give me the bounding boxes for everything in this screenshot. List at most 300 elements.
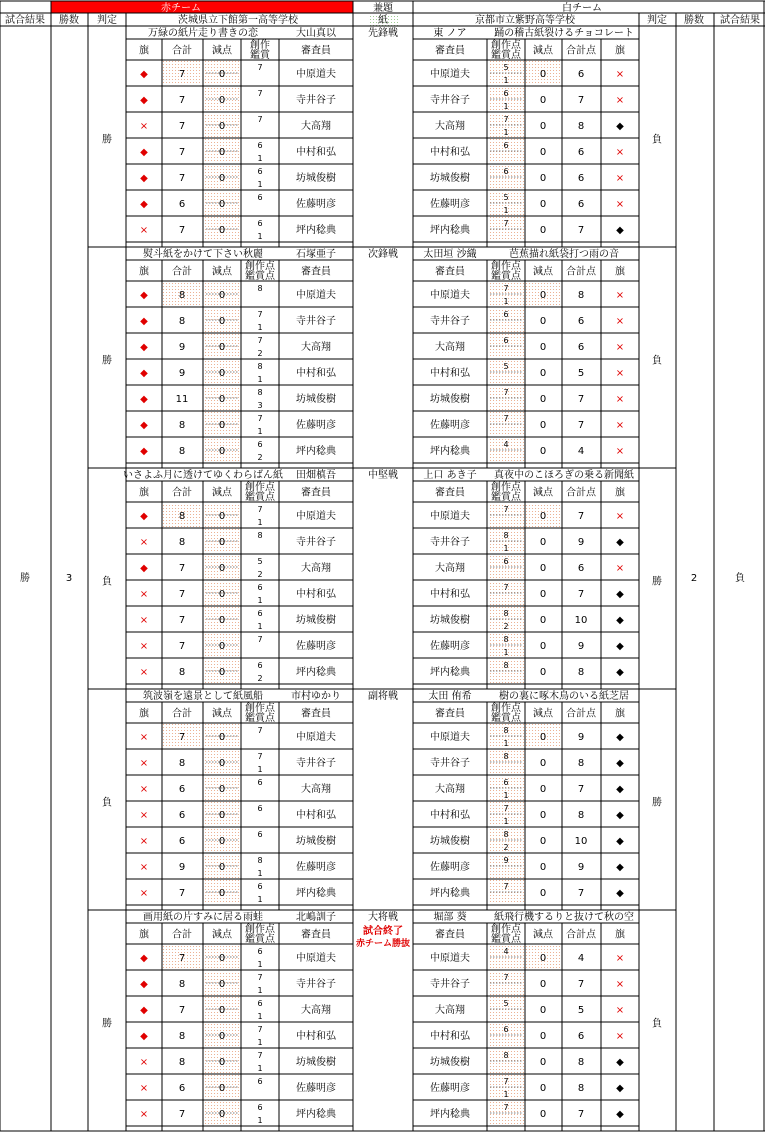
judge-name-red: 坊城俊樹	[296, 836, 336, 847]
match-end-label: 試合終了	[363, 926, 403, 937]
col-flag-red: 旗	[139, 929, 149, 941]
red-total: 7	[178, 615, 186, 626]
red-wins-count: 3	[65, 573, 73, 584]
white-player-name: 東 ノア	[433, 28, 467, 39]
white-sousaku-score: 8	[503, 726, 509, 735]
red-team-label: 赤チーム	[161, 3, 201, 14]
white-deduct: 0	[539, 394, 547, 405]
red-flag-mark: ×	[139, 862, 149, 873]
red-haiku: 画用紙の片すみに居る雨蛙	[143, 912, 263, 923]
white-deduct: 0	[539, 615, 547, 626]
white-flag-mark: ◆	[616, 1083, 624, 1094]
red-bout-decision: 勝	[102, 134, 112, 146]
red-flag-mark: ◆	[140, 446, 148, 457]
white-deduct: 0	[539, 446, 547, 457]
judge-name-red: 大高翔	[301, 563, 331, 574]
col-judge-name-white: 審査員	[435, 708, 465, 720]
red-total: 7	[178, 641, 186, 652]
red-deduct: 0	[218, 225, 226, 236]
red-kansho-score: 2	[257, 674, 263, 683]
red-flag-mark: ◆	[140, 147, 148, 158]
white-flag-mark: ×	[615, 953, 625, 964]
red-sousaku-score: 6	[257, 999, 263, 1008]
col-deduct-red: 減点	[212, 708, 232, 720]
white-flag-mark: ◆	[616, 862, 624, 873]
white-flag-mark: ×	[615, 446, 625, 457]
white-sousaku-score: 6	[503, 336, 509, 345]
red-flag-mark: ◆	[140, 95, 148, 106]
white-flag-mark: ×	[615, 1031, 625, 1042]
white-deduct: 0	[539, 641, 547, 652]
col-total-red: 合計	[172, 487, 192, 499]
col-kansho-white: 鑑賞点	[491, 50, 521, 61]
white-total: 7	[577, 511, 585, 522]
red-flag-mark: ◆	[140, 316, 148, 327]
judge-row	[140, 997, 624, 1021]
col-judge-name-white: 審査員	[435, 45, 465, 57]
col-result-red: 試合結果	[5, 15, 45, 26]
col-kansho-red: 鑑賞点	[245, 934, 275, 945]
white-sousaku-score: 6	[503, 89, 509, 98]
white-player-name: 太田 侑希	[428, 691, 472, 702]
white-bout-decision: 負	[652, 1018, 662, 1030]
red-deduct: 0	[218, 1057, 226, 1068]
judge-row	[140, 1101, 624, 1125]
white-total: 8	[577, 667, 585, 678]
bout-5	[102, 910, 663, 1125]
judge-name-red: 大高翔	[301, 784, 331, 795]
red-team-header	[51, 1, 353, 13]
white-flag-mark: ◆	[616, 758, 624, 769]
judge-row	[140, 360, 624, 384]
white-total: 6	[577, 1031, 585, 1042]
judge-name-white: 中原道夫	[430, 511, 470, 522]
judge-row	[140, 633, 624, 657]
white-sousaku-score: 7	[503, 115, 509, 124]
col-score-total-white: 合計点	[566, 266, 596, 278]
col-score-total-white: 合計点	[566, 929, 596, 941]
red-total: 7	[178, 732, 186, 743]
red-deduct: 0	[218, 420, 226, 431]
red-total: 8	[178, 667, 186, 678]
red-total: 7	[178, 173, 186, 184]
red-bout-decision: 負	[102, 797, 112, 809]
col-flag-white: 旗	[615, 266, 625, 278]
white-deduct: 0	[539, 836, 547, 847]
col-deduct-white: 減点	[533, 708, 553, 720]
red-flag-mark: ×	[139, 1083, 149, 1094]
red-flag-mark: ×	[139, 784, 149, 795]
red-kansho-score: 1	[257, 232, 263, 241]
white-total: 7	[577, 420, 585, 431]
col-sousaku-white: 創作点	[491, 924, 521, 935]
white-flag-mark: ×	[615, 420, 625, 431]
red-sousaku-score: 6	[257, 609, 263, 618]
judge-name-red: 中原道夫	[296, 953, 336, 964]
judge-name-red: 中原道夫	[296, 290, 336, 301]
red-haiku: いさよふ月に透けてゆくわらばん紙	[123, 470, 283, 481]
white-kansho-score: 2	[503, 622, 509, 631]
judge-name-white: 佐藤明彦	[430, 862, 470, 873]
red-kansho-score: 1	[257, 960, 263, 969]
white-flag-mark: ◆	[616, 1057, 624, 1068]
judge-name-red: 坊城俊樹	[296, 173, 336, 184]
judge-name-red: 佐藤明彦	[296, 641, 336, 652]
judge-name-white: 寺井谷子	[430, 758, 470, 769]
col-sousaku-white: 創作点	[491, 261, 521, 272]
red-kansho-score: 1	[257, 622, 263, 631]
white-sousaku-score: 5	[503, 362, 509, 371]
red-haiku: 筑波嶺を遠景として紙風船	[143, 691, 263, 702]
white-total: 7	[577, 394, 585, 405]
white-kansho-score: 1	[503, 648, 509, 657]
white-total: 7	[577, 1109, 585, 1120]
judge-name-red: 寺井谷子	[296, 316, 336, 327]
judge-name-white: 坊城俊樹	[430, 615, 470, 626]
white-flag-mark: ◆	[616, 121, 624, 132]
red-sousaku-score: 6	[257, 219, 263, 228]
red-deduct: 0	[218, 732, 226, 743]
white-sousaku-score: 6	[503, 778, 509, 787]
red-deduct: 0	[218, 1031, 226, 1042]
judge-row	[140, 607, 624, 631]
white-total: 6	[577, 173, 585, 184]
judge-row	[140, 724, 624, 748]
white-deduct: 0	[539, 758, 547, 769]
col-sousaku-red: 創作点	[245, 261, 275, 272]
bout-position: 次鋒戦	[368, 249, 398, 260]
white-flag-mark: ×	[615, 199, 625, 210]
judge-name-red: 中村和弘	[296, 589, 336, 600]
white-deduct: 0	[539, 1031, 547, 1042]
red-deduct: 0	[218, 1083, 226, 1094]
judge-row	[140, 659, 624, 683]
judge-row	[140, 217, 624, 241]
white-total: 6	[577, 147, 585, 158]
red-flag-mark: ×	[139, 615, 149, 626]
red-flag-mark: ×	[139, 1057, 149, 1068]
red-deduct: 0	[218, 446, 226, 457]
red-sousaku-score: 5	[257, 557, 263, 566]
white-flag-mark: ◆	[616, 888, 624, 899]
red-flag-mark: ◆	[140, 394, 148, 405]
white-bout-decision: 負	[652, 134, 662, 146]
red-total: 8	[178, 537, 186, 548]
white-haiku: 真夜中のこほろぎの乗る新聞紙	[494, 470, 634, 481]
col-kansho-white: 鑑賞点	[491, 713, 521, 724]
judge-name-white: 中村和弘	[430, 147, 470, 158]
red-deduct: 0	[218, 641, 226, 652]
red-sousaku-score: 7	[257, 1051, 263, 1060]
red-flag-mark: ◆	[140, 979, 148, 990]
judge-row	[140, 880, 624, 904]
white-kansho-score: 1	[503, 128, 509, 137]
white-total: 9	[577, 862, 585, 873]
white-deduct: 0	[539, 563, 547, 574]
col-sousaku-red: 創作点	[245, 924, 275, 935]
red-deduct: 0	[218, 342, 226, 353]
judge-row	[140, 308, 624, 332]
red-total: 8	[178, 446, 186, 457]
judge-name-white: 大高翔	[435, 563, 465, 574]
col-judge-name-white: 審査員	[435, 487, 465, 499]
white-deduct: 0	[539, 888, 547, 899]
red-deduct: 0	[218, 667, 226, 678]
judge-name-red: 大高翔	[301, 121, 331, 132]
judge-name-white: 中原道夫	[430, 732, 470, 743]
white-total: 8	[577, 121, 585, 132]
white-deduct: 0	[539, 420, 547, 431]
white-total: 4	[577, 953, 585, 964]
red-deduct: 0	[218, 758, 226, 769]
white-total: 6	[577, 69, 585, 80]
white-total: 9	[577, 537, 585, 548]
white-kansho-score: 1	[503, 206, 509, 215]
red-deduct: 0	[218, 563, 226, 574]
bout-position: 大将戦	[368, 912, 398, 923]
red-kansho-score: 1	[257, 375, 263, 384]
col-kansho-red: 鑑賞点	[245, 492, 275, 503]
col-deduct-red: 減点	[212, 929, 232, 941]
red-deduct: 0	[218, 1005, 226, 1016]
col-deduct-white: 減点	[533, 487, 553, 499]
white-kansho-score: 1	[503, 544, 509, 553]
col-total-red: 合計	[172, 929, 192, 941]
judge-name-white: 大高翔	[435, 121, 465, 132]
white-total: 7	[577, 784, 585, 795]
white-total: 6	[577, 563, 585, 574]
white-deduct: 0	[539, 667, 547, 678]
red-flag-mark: ×	[139, 537, 149, 548]
red-flag-mark: ×	[139, 641, 149, 652]
red-total: 6	[178, 810, 186, 821]
white-sousaku-score: 4	[503, 947, 509, 956]
white-total: 8	[577, 810, 585, 821]
bouts-area	[102, 26, 663, 1125]
white-team-label: 白チーム	[562, 3, 602, 14]
white-sousaku-score: 6	[503, 557, 509, 566]
col-kansho-white: 鑑賞点	[491, 271, 521, 282]
col-flag-white: 旗	[615, 487, 625, 499]
white-deduct: 0	[539, 225, 547, 236]
white-flag-mark: ◆	[616, 667, 624, 678]
white-total: 7	[577, 979, 585, 990]
white-flag-mark: ×	[615, 290, 625, 301]
white-sousaku-score: 6	[503, 141, 509, 150]
red-flag-mark: ◆	[140, 511, 148, 522]
red-flag-mark: ×	[139, 810, 149, 821]
red-kansho-score: 3	[257, 401, 263, 410]
red-kansho-score: 1	[257, 596, 263, 605]
judge-row	[140, 503, 624, 527]
judge-name-red: 佐藤明彦	[296, 199, 336, 210]
col-kansho-red: 鑑賞点	[245, 271, 275, 282]
judge-row	[140, 581, 624, 605]
white-total: 10	[574, 615, 588, 626]
theme-value: 紙	[378, 15, 388, 26]
white-sousaku-score: 6	[503, 310, 509, 319]
red-sousaku-score: 7	[257, 414, 263, 423]
white-bout-decision: 負	[652, 355, 662, 367]
white-flag-mark: ×	[615, 979, 625, 990]
red-kansho-score: 1	[257, 869, 263, 878]
red-kansho-score: 1	[257, 895, 263, 904]
col-flag-red: 旗	[139, 45, 149, 57]
judge-row	[140, 87, 624, 111]
judge-name-red: 坊城俊樹	[296, 394, 336, 405]
red-total: 9	[178, 862, 186, 873]
white-kansho-score: 1	[503, 102, 509, 111]
white-deduct: 0	[539, 316, 547, 327]
red-flag-mark: ◆	[140, 199, 148, 210]
red-flag-mark: ×	[139, 667, 149, 678]
red-deduct: 0	[218, 394, 226, 405]
white-deduct: 0	[539, 810, 547, 821]
white-flag-mark: ×	[615, 95, 625, 106]
white-kansho-score: 2	[503, 843, 509, 852]
white-deduct: 0	[539, 1057, 547, 1068]
red-total: 7	[178, 1005, 186, 1016]
red-deduct: 0	[218, 589, 226, 600]
white-deduct: 0	[539, 368, 547, 379]
col-sousaku-white: 創作点	[491, 40, 521, 51]
col-result-white: 試合結果	[720, 15, 760, 26]
red-flag-mark: ×	[139, 836, 149, 847]
red-flag-mark: ×	[139, 732, 149, 743]
judge-name-white: 大高翔	[435, 342, 465, 353]
col-judge-name-white: 審査員	[435, 929, 465, 941]
judge-name-red: 坪内稔典	[296, 446, 336, 457]
white-sousaku-score: 8	[503, 531, 509, 540]
white-flag-mark: ◆	[616, 641, 624, 652]
red-total: 7	[178, 563, 186, 574]
white-total: 6	[577, 316, 585, 327]
judge-name-red: 佐藤明彦	[296, 420, 336, 431]
white-sousaku-score: 5	[503, 63, 509, 72]
judge-row	[140, 555, 624, 579]
bout-2	[102, 247, 663, 462]
white-sousaku-score: 7	[503, 414, 509, 423]
white-total: 8	[577, 1083, 585, 1094]
red-flag-mark: ×	[139, 121, 149, 132]
col-flag-red: 旗	[139, 487, 149, 499]
white-deduct: 0	[539, 1005, 547, 1016]
white-player-name: 太田垣 沙織	[423, 249, 477, 260]
white-deduct: 0	[539, 121, 547, 132]
judge-name-red: 坪内稔典	[296, 667, 336, 678]
judge-row	[140, 529, 624, 553]
white-deduct: 0	[539, 511, 547, 522]
judge-name-red: 中村和弘	[296, 810, 336, 821]
col-deduct-red: 減点	[212, 45, 232, 57]
red-total: 8	[178, 1057, 186, 1068]
judge-name-white: 坪内稔典	[430, 225, 470, 236]
white-kansho-score: 1	[503, 791, 509, 800]
white-sousaku-score: 7	[503, 219, 509, 228]
judge-name-white: 坪内稔典	[430, 667, 470, 678]
white-deduct: 0	[539, 784, 547, 795]
red-sousaku-score: 6	[257, 882, 263, 891]
col-total-red: 合計	[172, 708, 192, 720]
red-sousaku-score: 8	[257, 362, 263, 371]
judge-row	[140, 282, 624, 306]
red-total: 8	[178, 420, 186, 431]
red-deduct: 0	[218, 888, 226, 899]
white-deduct: 0	[539, 589, 547, 600]
white-flag-mark: ×	[615, 316, 625, 327]
red-total: 6	[178, 784, 186, 795]
judge-name-red: 寺井谷子	[296, 537, 336, 548]
white-haiku: 踊の稽古紙裂けるチョコレート	[494, 28, 634, 39]
white-haiku: 樹の裏に啄木鳥のいる紙芝居	[499, 691, 629, 702]
judge-name-white: 佐藤明彦	[430, 199, 470, 210]
judge-row	[140, 165, 624, 189]
red-kansho-score: 1	[257, 1116, 263, 1125]
white-flag-mark: ◆	[616, 1109, 624, 1120]
red-total: 7	[178, 147, 186, 158]
col-kansho-white: 鑑賞点	[491, 934, 521, 945]
white-flag-mark: ×	[615, 69, 625, 80]
judge-name-white: 佐藤明彦	[430, 1083, 470, 1094]
judge-row	[140, 854, 624, 878]
bout-1	[102, 26, 663, 241]
white-deduct: 0	[539, 342, 547, 353]
judge-name-red: 坪内稔典	[296, 225, 336, 236]
red-sousaku-score: 6	[257, 778, 263, 787]
white-deduct: 0	[539, 979, 547, 990]
col-flag-red: 旗	[139, 266, 149, 278]
red-sousaku-score: 6	[257, 193, 263, 202]
white-total: 4	[577, 446, 585, 457]
white-sousaku-score: 6	[503, 167, 509, 176]
red-total: 7	[178, 589, 186, 600]
bout-4	[102, 689, 662, 904]
red-flag-mark: ◆	[140, 290, 148, 301]
white-flag-mark: ◆	[616, 589, 624, 600]
red-total: 6	[178, 199, 186, 210]
red-kansho-score: 2	[257, 570, 263, 579]
judge-name-red: 中村和弘	[296, 368, 336, 379]
judge-name-white: 大高翔	[435, 784, 465, 795]
white-sousaku-score: 7	[503, 284, 509, 293]
red-flag-mark: ×	[139, 888, 149, 899]
white-sousaku-score: 8	[503, 1051, 509, 1060]
white-sousaku-score: 7	[503, 388, 509, 397]
white-total: 5	[577, 1005, 585, 1016]
col-kansho-white: 鑑賞点	[491, 492, 521, 503]
white-flag-mark: ×	[615, 368, 625, 379]
col-deduct-white: 減点	[533, 266, 553, 278]
white-total: 8	[577, 1057, 585, 1068]
white-sousaku-score: 8	[503, 635, 509, 644]
white-total: 9	[577, 641, 585, 652]
red-sousaku-score: 7	[257, 115, 263, 124]
judge-name-white: 坊城俊樹	[430, 1057, 470, 1068]
red-deduct: 0	[218, 199, 226, 210]
red-sousaku-score: 6	[257, 440, 263, 449]
white-total: 5	[577, 368, 585, 379]
col-sousaku-white: 創作点	[491, 703, 521, 714]
judge-name-white: 坊城俊樹	[430, 394, 470, 405]
red-bout-decision: 勝	[102, 1018, 112, 1030]
white-sousaku-score: 5	[503, 193, 509, 202]
bout-3	[102, 468, 662, 683]
white-total: 7	[577, 225, 585, 236]
judge-row	[140, 828, 624, 852]
white-player-name: 上口 あき子	[423, 470, 477, 481]
white-flag-mark: ×	[615, 511, 625, 522]
judge-name-white: 寺井谷子	[430, 95, 470, 106]
